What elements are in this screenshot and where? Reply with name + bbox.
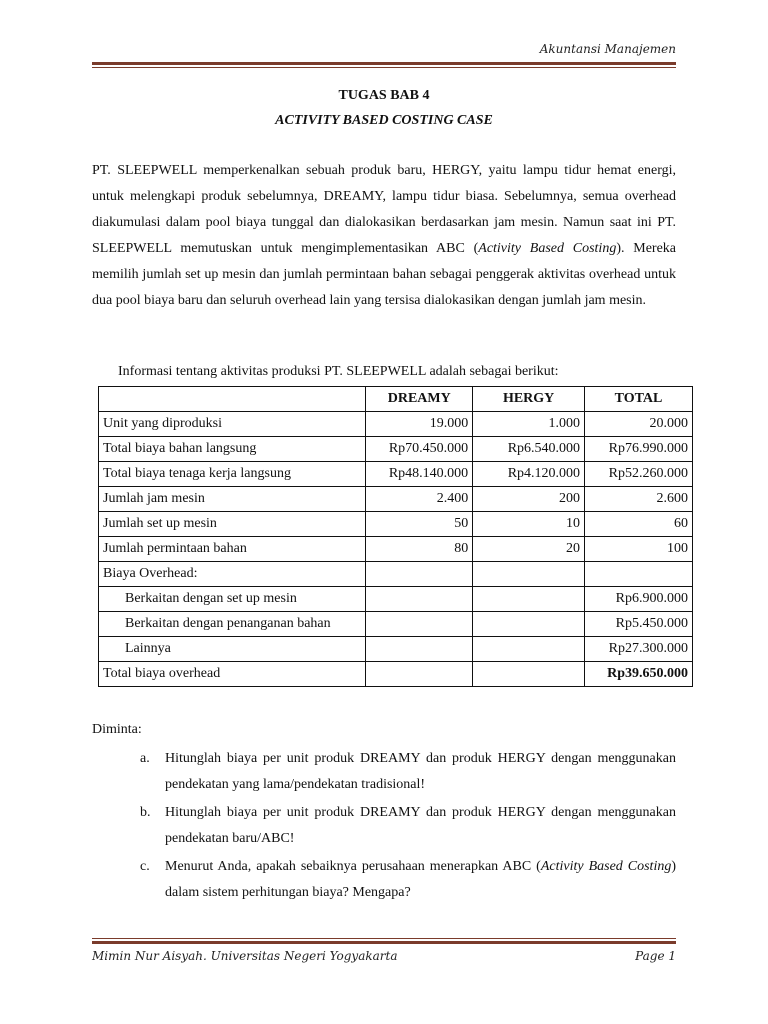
question-text-pre: Menurut Anda, apakah sebaiknya perusahaan menerapkan ABC ( [165,859,541,874]
table-row [99,512,693,537]
cell-total: 100 [585,537,693,562]
header-cell-total: TOTAL [585,387,693,412]
table-row [99,412,693,437]
header-rule-thick [92,62,676,65]
cell-hergy: 1.000 [473,412,585,437]
cell-dreamy [366,587,473,612]
question-item [140,800,676,852]
cell-total: Rp76.990.000 [585,437,693,462]
cell-total [585,562,693,587]
cell-total: Rp6.900.000 [585,587,693,612]
cell-hergy [473,637,585,662]
question-marker: c. [140,859,150,874]
page-number: Page 1 [635,949,676,963]
header-cell-hergy: HERGY [473,387,585,412]
cell-hergy [473,587,585,612]
row-label: Berkaitan dengan set up mesin [99,587,366,612]
cell-dreamy [366,562,473,587]
row-label: Jumlah set up mesin [99,512,366,537]
case-paragraph [92,158,676,314]
row-label: Unit yang diproduksi [99,412,366,437]
cell-hergy [473,612,585,637]
cell-dreamy: 2.400 [366,487,473,512]
cell-total: Rp5.450.000 [585,612,693,637]
assignment-title: TUGAS BAB 4 [338,88,430,103]
table-header-row [99,387,693,412]
question-marker: b. [140,805,151,820]
cell-dreamy: 19.000 [366,412,473,437]
cell-dreamy: Rp70.450.000 [366,437,473,462]
row-label: Berkaitan dengan penanganan bahan [99,612,366,637]
cell-hergy: Rp6.540.000 [473,437,585,462]
row-label: Total biaya bahan langsung [99,437,366,462]
table-row [99,487,693,512]
question-text [165,854,676,906]
cell-dreamy [366,612,473,637]
question-text: Hitunglah biaya per unit produk DREAMY dan produk HERGY dengan menggunakan pendekatan yang lama/pendekatan tradisional! [165,751,676,792]
question-text: Hitunglah biaya per unit produk DREAMY dan produk HERGY dengan menggunakan pendekatan baru/ABC! [165,805,676,846]
header-cell-label [99,387,366,412]
row-label: Biaya Overhead: [99,562,366,587]
table-row [99,587,693,612]
cell-total: Rp52.260.000 [585,462,693,487]
production-activity-table [98,386,693,687]
cell-total: 2.600 [585,487,693,512]
row-label: Jumlah jam mesin [99,487,366,512]
table-row [99,562,693,587]
question-item [140,746,676,798]
table-row [99,537,693,562]
cell-hergy [473,562,585,587]
row-label: Lainnya [99,637,366,662]
row-label: Total biaya overhead [99,662,366,687]
cell-dreamy [366,637,473,662]
cell-total: 20.000 [585,412,693,437]
cell-hergy: Rp4.120.000 [473,462,585,487]
footer-rule-thin [92,938,676,939]
cell-dreamy: Rp48.140.000 [366,462,473,487]
requirements-heading: Diminta: [92,722,142,737]
table-row [99,437,693,462]
cell-hergy: 20 [473,537,585,562]
assignment-subtitle: ACTIVITY BASED COSTING CASE [275,113,493,128]
question-list [140,746,676,906]
cell-dreamy [366,662,473,687]
cell-hergy [473,662,585,687]
cell-total: Rp27.300.000 [585,637,693,662]
cell-dreamy: 80 [366,537,473,562]
question-text-post: ) dalam sistem perhitungan biaya? Mengapa? [165,859,676,900]
table-row [99,662,693,687]
cell-total: 60 [585,512,693,537]
paragraph-italic: Activity Based Costing [478,241,617,256]
question-text-italic: Activity Based Costing [540,859,672,874]
table-row [99,612,693,637]
running-header: Akuntansi Manajemen [539,42,676,56]
question-item [140,854,676,906]
header-cell-dreamy: DREAMY [366,387,473,412]
cell-total: Rp39.650.000 [585,662,693,687]
table-row [99,462,693,487]
row-label: Jumlah permintaan bahan [99,537,366,562]
paragraph-text-1: PT. SLEEPWELL memperkenalkan sebuah produk baru, HERGY, yaitu lampu tidur hemat energi, untuk melengkapi produk sebelumnya, DREAMY, lampu tidur biasa. Sebelumnya, semua overhead diakumulasi dalam pool biaya tunggal dan dialokasikan berdasarkan jam mesin. Namun saat ini PT. SLEEPWELL memutuskan untuk mengimplementasikan ABC ( [92,163,676,256]
footer-author: Mimin Nur Aisyah. Universitas Negeri Yogyakarta [92,949,398,963]
table-intro: Informasi tentang aktivitas produksi PT. SLEEPWELL adalah sebagai berikut: [118,364,559,379]
cell-hergy: 200 [473,487,585,512]
question-marker: a. [140,751,150,766]
table-row [99,637,693,662]
header-rule-thin [92,67,676,68]
cell-hergy: 10 [473,512,585,537]
row-label: Total biaya tenaga kerja langsung [99,462,366,487]
footer-rule-thick [92,941,676,944]
paragraph-text-2: ). Mereka memilih jumlah set up mesin dan jumlah permintaan bahan sebagai penggerak aktivitas overhead untuk dua pool biaya baru dan seluruh overhead lain yang tersisa dialokasikan dengan jumlah jam mesin. [92,241,677,308]
cell-dreamy: 50 [366,512,473,537]
